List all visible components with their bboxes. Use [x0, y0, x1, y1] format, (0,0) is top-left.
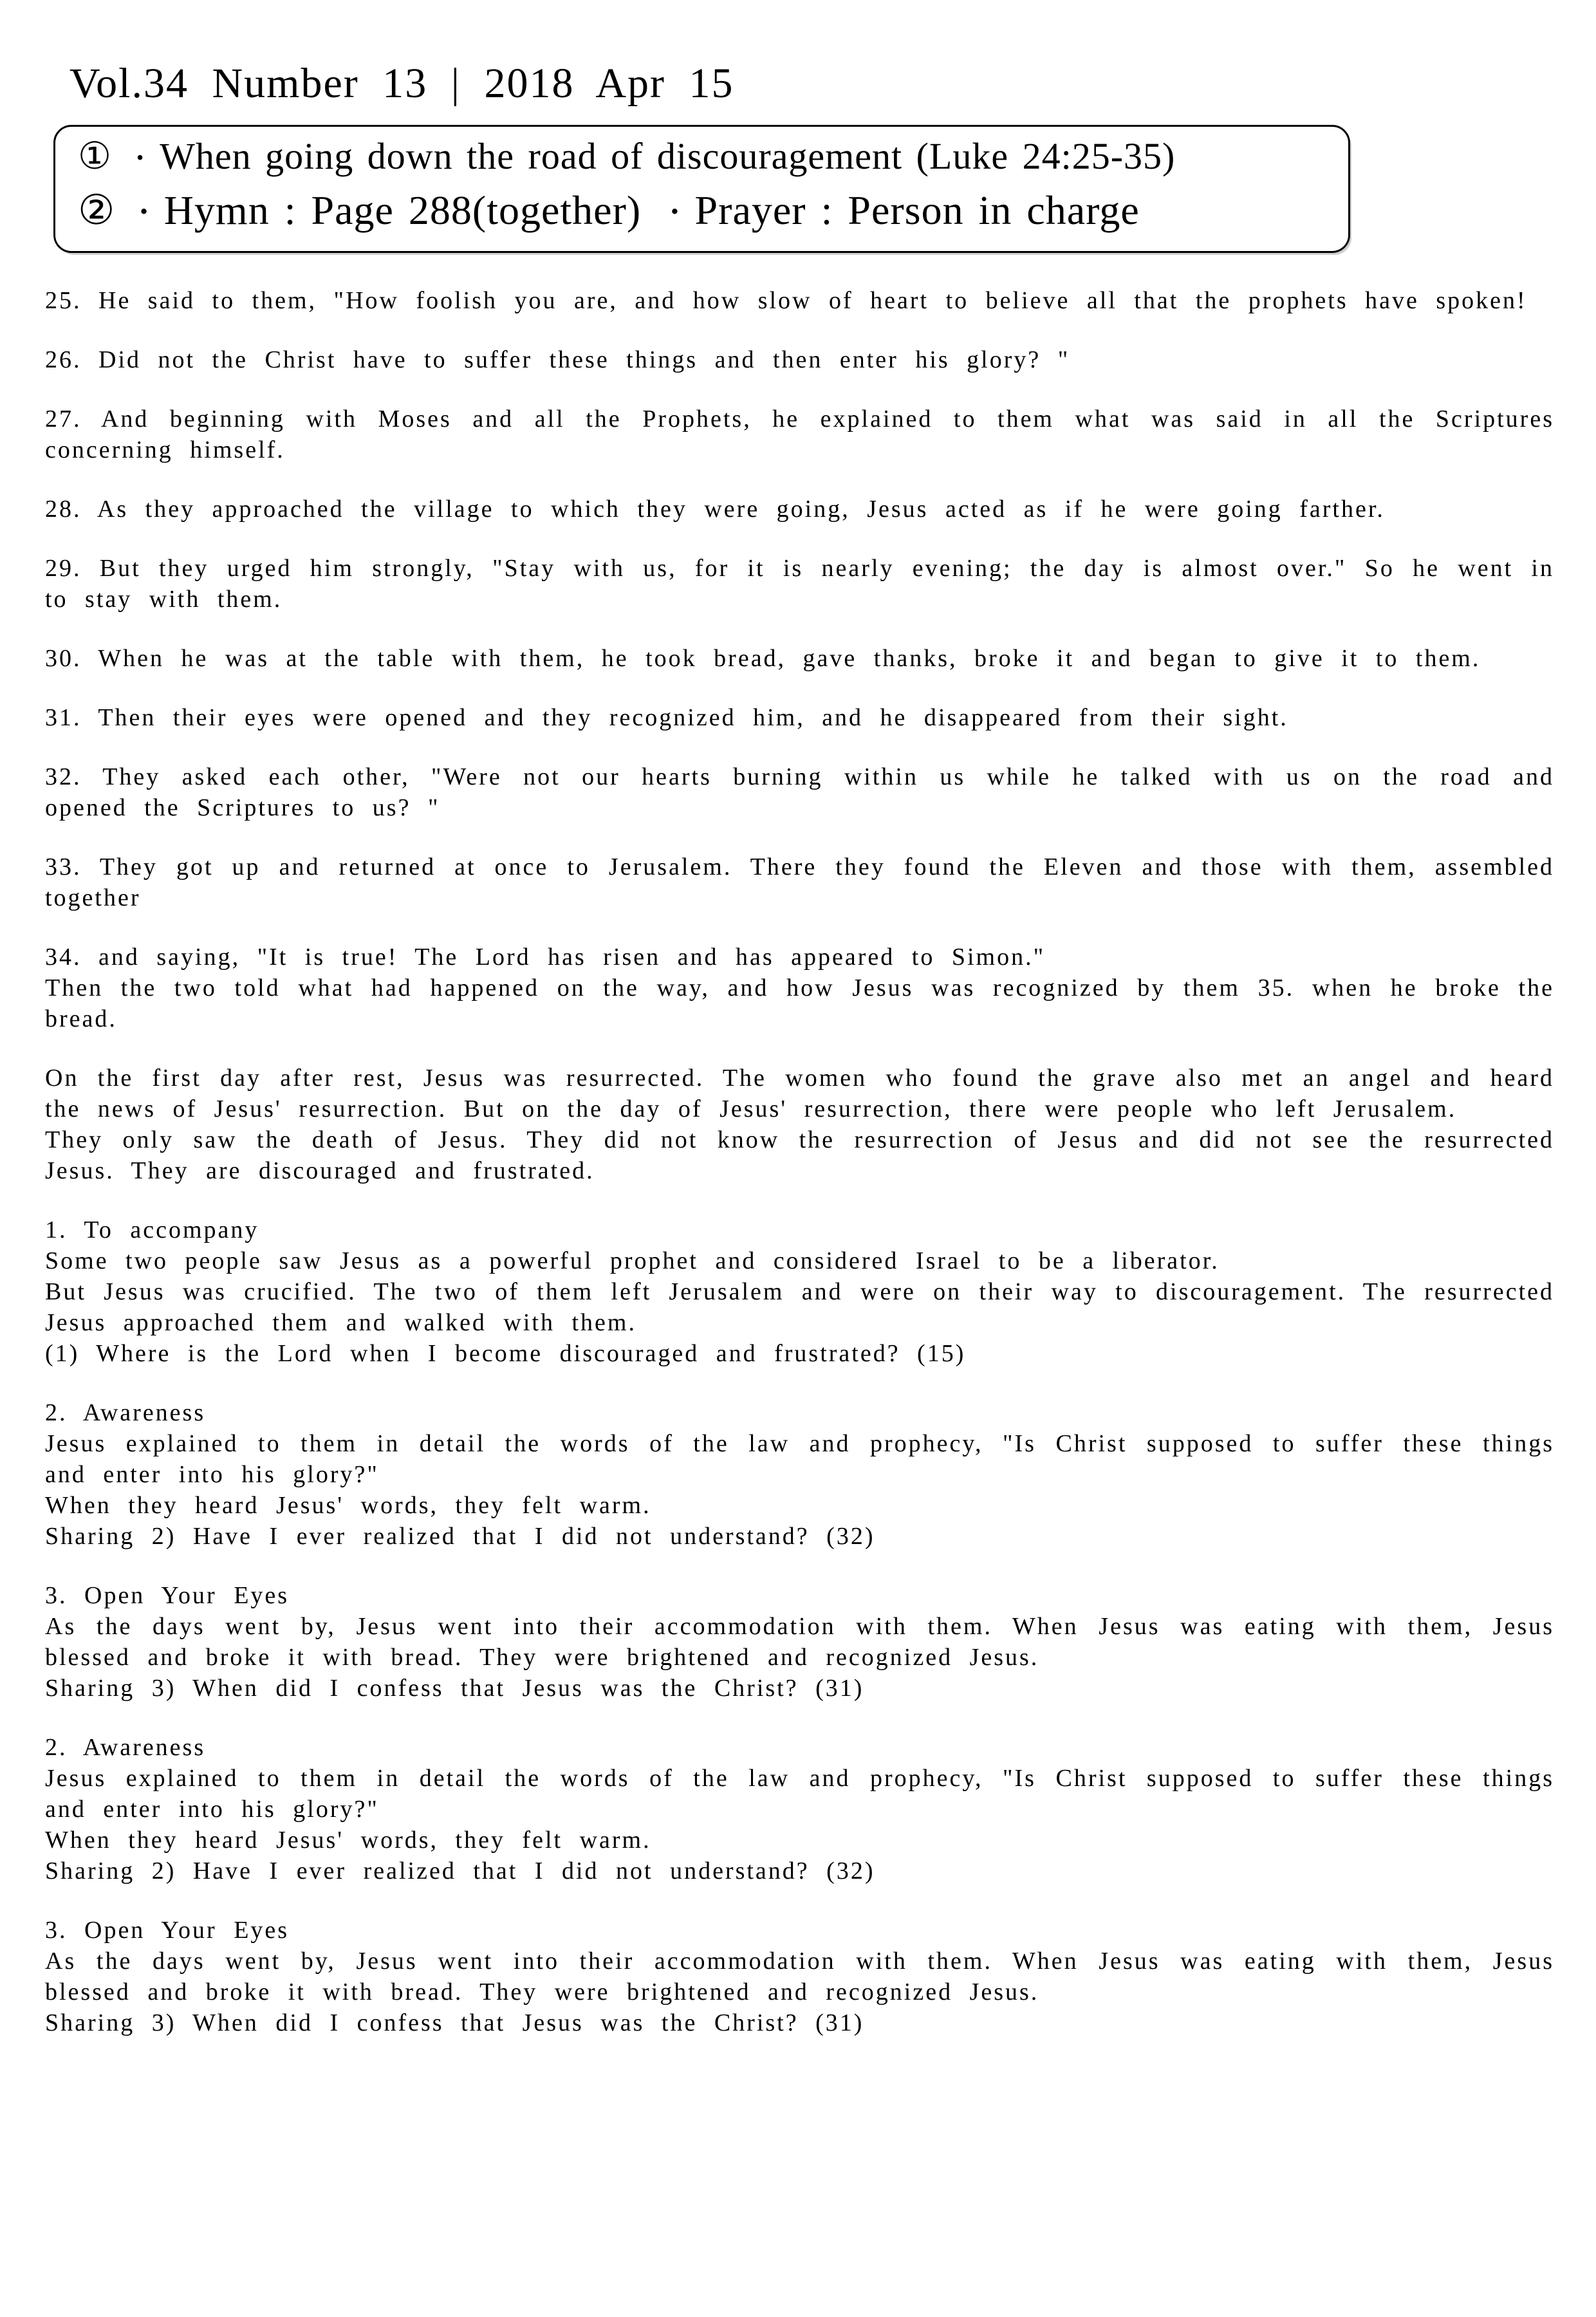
sharing-question: Sharing 3) When did I confess that Jesus was the Christ? (31): [45, 2009, 864, 2036]
sharing-question: (1) Where is the Lord when I become discouraged and frustrated? (15): [45, 1339, 966, 1367]
text-line: Then the two told what had happened on the way, and how Jesus was recognized by them 35. when he broke the bread.: [45, 974, 1554, 1032]
notice-box: [53, 125, 1350, 253]
circled-one-marker: ①: [78, 135, 112, 177]
paragraph-section-2-awareness: [45, 1397, 1554, 1552]
text-line: Some two people saw Jesus as a powerful prophet and considered Israel to be a liberator.: [45, 1247, 1220, 1274]
text-line: 26. Did not the Christ have to suffer these things and then enter his glory? ": [45, 346, 1070, 373]
text-line: When they heard Jesus' words, they felt warm.: [45, 1826, 651, 1854]
sharing-question: Sharing 3) When did I confess that Jesus was the Christ? (31): [45, 1674, 864, 1702]
prayer-item-text: Prayer : Person in charge: [694, 187, 1140, 233]
text-line: 28. As they approached the village to which they were going, Jesus acted as if he were going farther.: [45, 495, 1385, 523]
section-heading: 1. To accompany: [45, 1216, 259, 1243]
paragraph-verse-29: [45, 553, 1554, 615]
text-line: When they heard Jesus' words, they felt warm.: [45, 1491, 651, 1519]
section-heading: 3. Open Your Eyes: [45, 1916, 290, 1944]
text-line: 25. He said to them, "How foolish you are, and how slow of heart to believe all that the prophets have spoken!: [45, 286, 1527, 314]
text-line: As the days went by, Jesus went into their accommodation with them. When Jesus was eating with them, Jesus blessed and broke it with bread. They were brightened and recognized Jesus.: [45, 1947, 1554, 2005]
paragraph-section-3-open-your-eyes: [45, 1580, 1554, 1704]
paragraph-verse-33: [45, 851, 1554, 913]
paragraph-commentary: [45, 1063, 1554, 1186]
circled-two-marker: ②: [78, 187, 116, 233]
paragraph-verse-31: [45, 702, 1554, 733]
text-line: As the days went by, Jesus went into their accommodation with them. When Jesus was eating with them, Jesus blessed and broke it with bread. They were brightened and recognized Jesus.: [45, 1612, 1554, 1671]
paragraph-verse-27: [45, 404, 1554, 465]
text-line: On the first day after rest, Jesus was resurrected. The women who found the grave also met an angel and heard the news of Jesus' resurrection. But on the day of Jesus' resurrection, there were people who left Jerusalem.: [45, 1064, 1554, 1122]
document-body: [45, 285, 1554, 2038]
notice-line-2: [78, 185, 1341, 242]
bullet-icon: •: [136, 145, 145, 169]
paragraph-verse-32: [45, 761, 1554, 823]
paragraph-section-3-open-your-eyes-repeat: [45, 1915, 1554, 2038]
text-line: But Jesus was crucified. The two of them left Jerusalem and were on their way to discouragement. The resurrected Jesus approached them and walked with them.: [45, 1278, 1554, 1336]
bullet-icon: •: [140, 199, 149, 225]
text-line: 32. They asked each other, "Were not our hearts burning within us while he talked with us on the road and opened the Scriptures to us? ": [45, 763, 1554, 821]
page-title: Vol.34 Number 13 | 2018 Apr 15: [70, 60, 734, 107]
text-line: 27. And beginning with Moses and all the Prophets, he explained to them what was said in all the Scriptures concerning himself.: [45, 405, 1554, 463]
text-line: They only saw the death of Jesus. They did not know the resurrection of Jesus and did not see the resurrected Jesus. They are discouraged and frustrated.: [45, 1126, 1554, 1184]
section-heading: 3. Open Your Eyes: [45, 1581, 290, 1609]
section-heading: 2. Awareness: [45, 1733, 206, 1761]
hymn-item-text: Hymn : Page 288(together): [163, 187, 642, 233]
paragraph-section-1-to-accompany: [45, 1214, 1554, 1369]
paragraph-verse-30: [45, 643, 1554, 674]
text-line: 31. Then their eyes were opened and they recognized him, and he disappeared from their sight.: [45, 703, 1288, 731]
paragraph-section-2-awareness-repeat: [45, 1732, 1554, 1886]
text-line: Jesus explained to them in detail the words of the law and prophecy, "Is Christ supposed to suffer these things and enter into his glory?": [45, 1764, 1554, 1823]
notice-line-1: [78, 133, 1341, 185]
paragraph-verse-25: [45, 285, 1554, 316]
bullet-icon: •: [671, 199, 680, 225]
paragraph-verse-26: [45, 344, 1554, 375]
text-line: 30. When he was at the table with them, he took bread, gave thanks, broke it and began to give it to them.: [45, 644, 1481, 672]
sharing-question: Sharing 2) Have I ever realized that I did not understand? (32): [45, 1522, 875, 1550]
document-page: [0, 59, 1596, 2317]
text-line: Jesus explained to them in detail the words of the law and prophecy, "Is Christ supposed to suffer these things and enter into his glory?": [45, 1429, 1554, 1488]
sharing-question: Sharing 2) Have I ever realized that I did not understand? (32): [45, 1857, 875, 1884]
text-line: 33. They got up and returned at once to Jerusalem. There they found the Eleven and those with them, assembled together: [45, 853, 1554, 911]
paragraph-verse-34-35: [45, 942, 1554, 1034]
sermon-title-text: When going down the road of discouragement (Luke 24:25-35): [160, 135, 1176, 177]
text-line: 29. But they urged him strongly, "Stay with us, for it is nearly evening; the day is almost over." So he went in to stay with them.: [45, 554, 1554, 613]
text-line: 34. and saying, "It is true! The Lord has risen and has appeared to Simon.": [45, 943, 1046, 971]
section-heading: 2. Awareness: [45, 1399, 206, 1426]
paragraph-verse-28: [45, 494, 1554, 525]
